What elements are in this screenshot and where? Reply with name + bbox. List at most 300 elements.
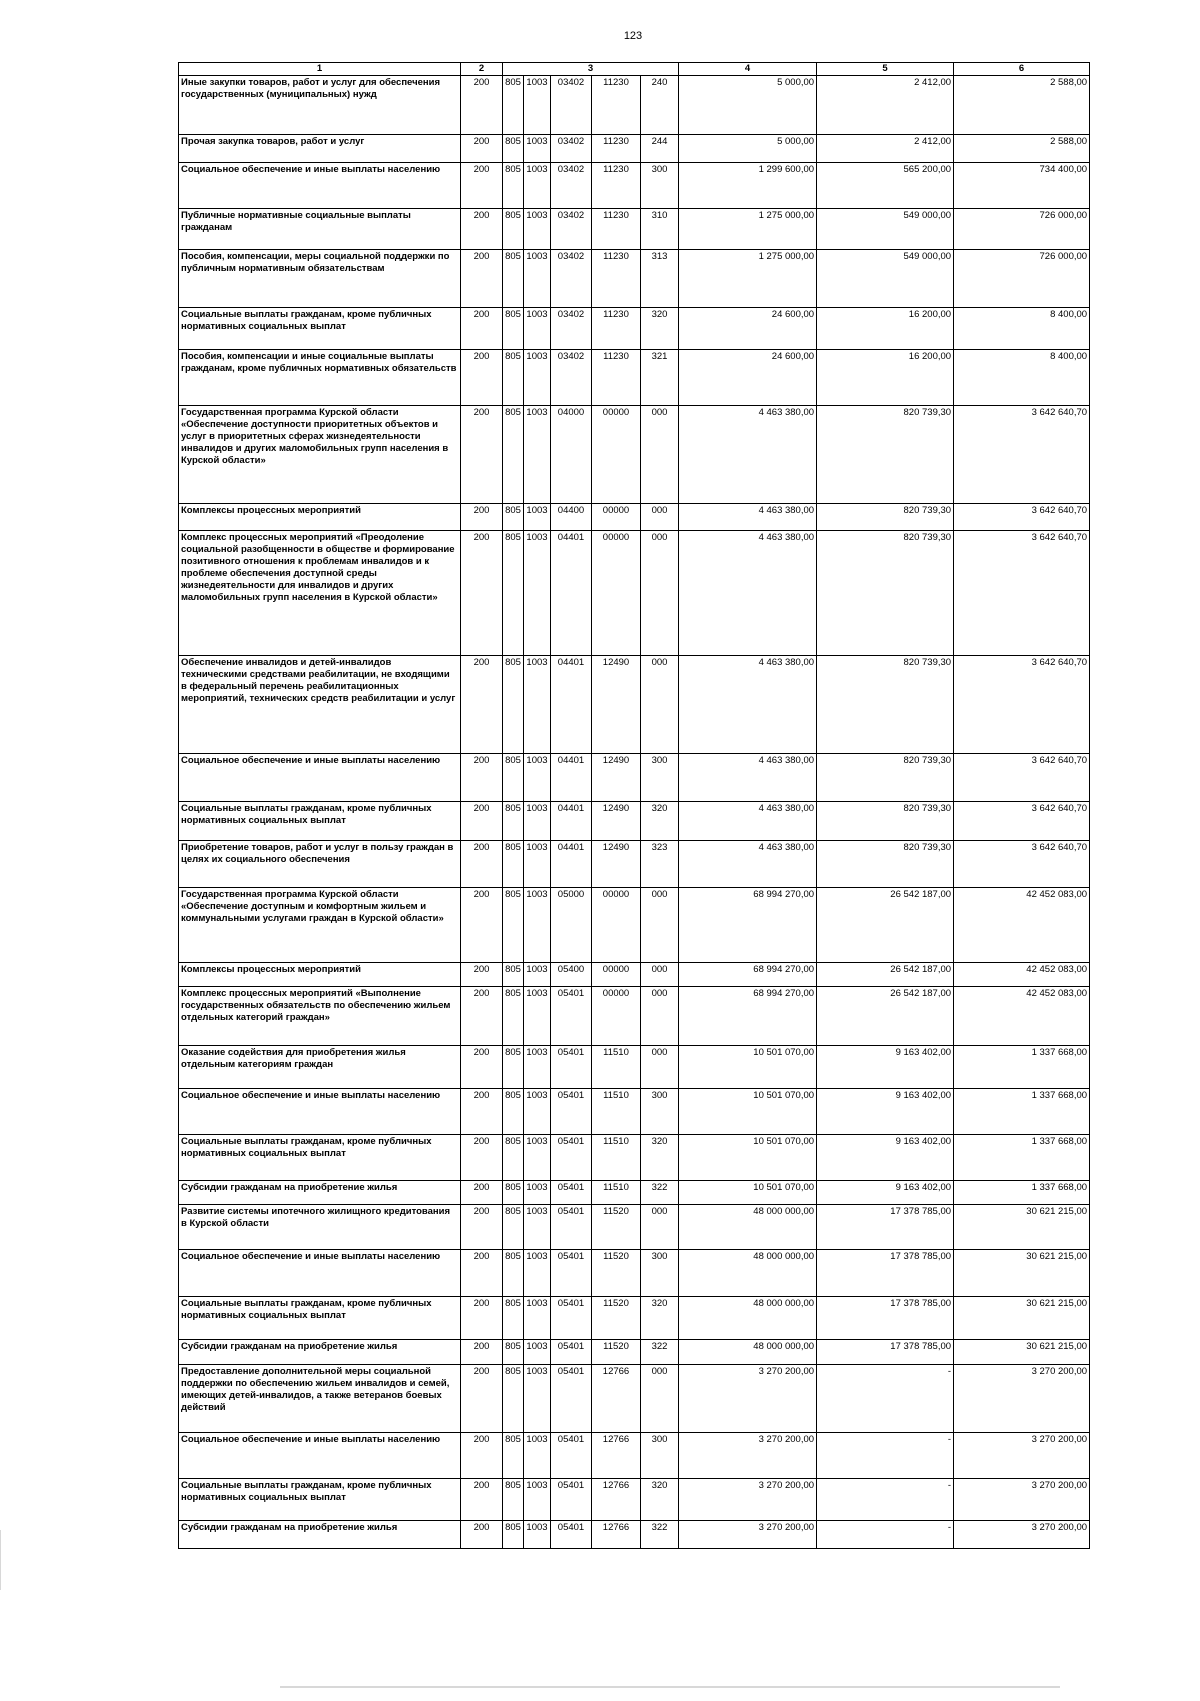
row-glv: 200 xyxy=(461,1479,503,1521)
row-glv: 200 xyxy=(461,163,503,209)
row-name: Публичные нормативные социальные выплаты гражданам xyxy=(179,209,461,250)
row-name: Комплексы процессных мероприятий xyxy=(179,504,461,531)
row-value-4: 68 994 270,00 xyxy=(679,963,817,987)
row-code-c: 05401 xyxy=(551,1205,592,1250)
row-code-d: 12490 xyxy=(592,754,641,802)
row-code-a: 805 xyxy=(503,802,524,841)
row-value-4: 68 994 270,00 xyxy=(679,987,817,1046)
row-code-a: 805 xyxy=(503,406,524,504)
row-name: Приобретение товаров, работ и услуг в пользу граждан в целях их социального обеспечения xyxy=(179,841,461,888)
row-code-d: 12490 xyxy=(592,656,641,754)
row-code-d: 11510 xyxy=(592,1181,641,1205)
row-name: Социальные выплаты гражданам, кроме публичных нормативных социальных выплат xyxy=(179,802,461,841)
row-code-a: 805 xyxy=(503,209,524,250)
row-value-4: 4 463 380,00 xyxy=(679,656,817,754)
row-name: Государственная программа Курской области «Обеспечение доступным и комфортным жильем и коммунальными услугами граждан в Курской области» xyxy=(179,888,461,963)
row-code-b: 1003 xyxy=(524,1046,551,1089)
row-code-e: 300 xyxy=(641,1433,679,1479)
page-number: 123 xyxy=(623,30,643,42)
row-code-b: 1003 xyxy=(524,163,551,209)
row-glv: 200 xyxy=(461,406,503,504)
row-value-4: 68 994 270,00 xyxy=(679,888,817,963)
row-code-b: 1003 xyxy=(524,1479,551,1521)
row-code-a: 805 xyxy=(503,1479,524,1521)
row-name: Субсидии гражданам на приобретение жилья xyxy=(179,1340,461,1365)
row-glv: 200 xyxy=(461,963,503,987)
row-code-d: 12766 xyxy=(592,1479,641,1521)
row-name: Предоставление дополнительной меры социальной поддержки по обеспечению жильем инвалидов и семей, имеющих детей-инвалидов, а также ветеранов боевых действий xyxy=(179,1365,461,1433)
row-code-b: 1003 xyxy=(524,76,551,135)
row-name: Комплекс процессных мероприятий «Выполнение государственных обязательств по обеспечению жильем отдельных категорий граждан» xyxy=(179,987,461,1046)
row-code-b: 1003 xyxy=(524,1089,551,1135)
row-code-b: 1003 xyxy=(524,754,551,802)
row-glv: 200 xyxy=(461,504,503,531)
row-code-d: 12766 xyxy=(592,1521,641,1549)
row-value-5: 820 739,30 xyxy=(817,406,954,504)
row-code-d: 12490 xyxy=(592,841,641,888)
row-code-b: 1003 xyxy=(524,209,551,250)
table-header-row xyxy=(179,63,1090,76)
row-code-a: 805 xyxy=(503,1297,524,1340)
row-code-b: 1003 xyxy=(524,1135,551,1181)
row-name: Социальное обеспечение и иные выплаты населению xyxy=(179,754,461,802)
row-value-6: 3 642 640,70 xyxy=(954,841,1090,888)
row-code-c: 04401 xyxy=(551,754,592,802)
row-code-d: 00000 xyxy=(592,504,641,531)
table-row xyxy=(179,841,1090,888)
row-code-b: 1003 xyxy=(524,1181,551,1205)
row-code-e: 000 xyxy=(641,504,679,531)
row-code-a: 805 xyxy=(503,308,524,350)
row-value-6: 1 337 668,00 xyxy=(954,1135,1090,1181)
row-value-5: - xyxy=(817,1433,954,1479)
row-value-6: 3 270 200,00 xyxy=(954,1521,1090,1549)
row-code-c: 04401 xyxy=(551,841,592,888)
row-name: Социальные выплаты гражданам, кроме публичных нормативных социальных выплат xyxy=(179,308,461,350)
row-glv: 200 xyxy=(461,656,503,754)
table-row xyxy=(179,1089,1090,1135)
row-code-d: 00000 xyxy=(592,406,641,504)
row-value-6: 8 400,00 xyxy=(954,350,1090,406)
row-value-5: 820 739,30 xyxy=(817,531,954,656)
table-row xyxy=(179,1479,1090,1521)
row-value-4: 3 270 200,00 xyxy=(679,1433,817,1479)
row-code-a: 805 xyxy=(503,350,524,406)
table-row xyxy=(179,1135,1090,1181)
row-code-a: 805 xyxy=(503,1521,524,1549)
row-name: Социальные выплаты гражданам, кроме публичных нормативных социальных выплат xyxy=(179,1297,461,1340)
row-value-5: - xyxy=(817,1521,954,1549)
row-name: Социальное обеспечение и иные выплаты населению xyxy=(179,1250,461,1297)
table-row xyxy=(179,250,1090,308)
row-value-6: 30 621 215,00 xyxy=(954,1205,1090,1250)
row-value-4: 3 270 200,00 xyxy=(679,1521,817,1549)
row-value-5: 9 163 402,00 xyxy=(817,1181,954,1205)
table-row xyxy=(179,1046,1090,1089)
row-value-5: 16 200,00 xyxy=(817,350,954,406)
row-value-5: 9 163 402,00 xyxy=(817,1089,954,1135)
table-row xyxy=(179,1250,1090,1297)
row-value-5: 17 378 785,00 xyxy=(817,1297,954,1340)
row-value-6: 8 400,00 xyxy=(954,308,1090,350)
row-code-e: 320 xyxy=(641,308,679,350)
row-code-d: 11230 xyxy=(592,350,641,406)
row-code-d: 00000 xyxy=(592,888,641,963)
row-glv: 200 xyxy=(461,1181,503,1205)
row-code-e: 321 xyxy=(641,350,679,406)
row-value-6: 3 642 640,70 xyxy=(954,656,1090,754)
row-value-4: 10 501 070,00 xyxy=(679,1046,817,1089)
row-code-e: 000 xyxy=(641,531,679,656)
row-glv: 200 xyxy=(461,1205,503,1250)
row-code-a: 805 xyxy=(503,504,524,531)
row-value-5: 2 412,00 xyxy=(817,135,954,163)
table-row xyxy=(179,76,1090,135)
row-name: Прочая закупка товаров, работ и услуг xyxy=(179,135,461,163)
row-code-b: 1003 xyxy=(524,1521,551,1549)
row-glv: 200 xyxy=(461,841,503,888)
row-value-5: 9 163 402,00 xyxy=(817,1046,954,1089)
row-glv: 200 xyxy=(461,987,503,1046)
row-code-a: 805 xyxy=(503,1205,524,1250)
row-value-4: 10 501 070,00 xyxy=(679,1089,817,1135)
row-value-4: 48 000 000,00 xyxy=(679,1205,817,1250)
row-value-4: 5 000,00 xyxy=(679,135,817,163)
row-code-b: 1003 xyxy=(524,406,551,504)
row-name: Комплекс процессных мероприятий «Преодоление социальной разобщенности в обществе и формирование позитивного отношения к проблемам инвалидов и к проблеме обеспечения доступной среды жизнедеятельности для инвалидов и других маломобильных групп населения в Курской области» xyxy=(179,531,461,656)
row-name: Субсидии гражданам на приобретение жилья xyxy=(179,1521,461,1549)
row-code-e: 320 xyxy=(641,1297,679,1340)
row-value-6: 1 337 668,00 xyxy=(954,1046,1090,1089)
row-code-d: 00000 xyxy=(592,963,641,987)
row-code-b: 1003 xyxy=(524,531,551,656)
row-code-c: 05401 xyxy=(551,1046,592,1089)
row-value-5: 26 542 187,00 xyxy=(817,987,954,1046)
row-code-c: 04000 xyxy=(551,406,592,504)
row-code-e: 323 xyxy=(641,841,679,888)
row-value-5: 26 542 187,00 xyxy=(817,888,954,963)
row-value-5: 17 378 785,00 xyxy=(817,1250,954,1297)
row-code-d: 11510 xyxy=(592,1089,641,1135)
row-code-a: 805 xyxy=(503,163,524,209)
row-code-d: 00000 xyxy=(592,987,641,1046)
table-row xyxy=(179,1205,1090,1250)
header-col-3: 3 xyxy=(503,63,679,76)
row-code-e: 000 xyxy=(641,1205,679,1250)
table-row xyxy=(179,1365,1090,1433)
row-glv: 200 xyxy=(461,209,503,250)
row-value-6: 3 642 640,70 xyxy=(954,504,1090,531)
row-glv: 200 xyxy=(461,1297,503,1340)
row-code-d: 11230 xyxy=(592,209,641,250)
row-code-e: 313 xyxy=(641,250,679,308)
row-value-5: 26 542 187,00 xyxy=(817,963,954,987)
table-row xyxy=(179,888,1090,963)
row-glv: 200 xyxy=(461,1250,503,1297)
scan-artifact xyxy=(0,1530,1,1590)
row-value-5: 565 200,00 xyxy=(817,163,954,209)
row-name: Социальное обеспечение и иные выплаты населению xyxy=(179,1089,461,1135)
row-value-4: 3 270 200,00 xyxy=(679,1365,817,1433)
row-value-6: 2 588,00 xyxy=(954,76,1090,135)
row-code-d: 11520 xyxy=(592,1205,641,1250)
row-code-b: 1003 xyxy=(524,888,551,963)
row-name: Развитие системы ипотечного жилищного кредитования в Курской области xyxy=(179,1205,461,1250)
row-code-e: 322 xyxy=(641,1340,679,1365)
row-code-c: 05401 xyxy=(551,1479,592,1521)
row-value-4: 1 275 000,00 xyxy=(679,250,817,308)
row-code-e: 000 xyxy=(641,987,679,1046)
row-value-4: 4 463 380,00 xyxy=(679,754,817,802)
row-code-d: 11520 xyxy=(592,1297,641,1340)
row-code-c: 05401 xyxy=(551,987,592,1046)
row-glv: 200 xyxy=(461,531,503,656)
row-name: Обеспечение инвалидов и детей-инвалидов техническими средствами реабилитации, не входящими в федеральный перечень реабилитационных мероприятий, технических средств реабилитации и услуг xyxy=(179,656,461,754)
row-code-a: 805 xyxy=(503,1181,524,1205)
row-code-a: 805 xyxy=(503,841,524,888)
row-name: Комплексы процессных мероприятий xyxy=(179,963,461,987)
row-code-e: 000 xyxy=(641,888,679,963)
row-code-e: 300 xyxy=(641,754,679,802)
row-glv: 200 xyxy=(461,1089,503,1135)
row-glv: 200 xyxy=(461,135,503,163)
row-code-e: 300 xyxy=(641,1250,679,1297)
row-value-4: 48 000 000,00 xyxy=(679,1340,817,1365)
table-row xyxy=(179,209,1090,250)
row-code-a: 805 xyxy=(503,250,524,308)
budget-table xyxy=(178,62,1090,1549)
row-code-d: 11230 xyxy=(592,76,641,135)
row-value-4: 4 463 380,00 xyxy=(679,531,817,656)
row-value-4: 48 000 000,00 xyxy=(679,1250,817,1297)
row-code-e: 000 xyxy=(641,1365,679,1433)
row-glv: 200 xyxy=(461,1433,503,1479)
row-code-a: 805 xyxy=(503,656,524,754)
table-row xyxy=(179,1340,1090,1365)
row-value-5: 17 378 785,00 xyxy=(817,1340,954,1365)
header-col-4: 4 xyxy=(679,63,817,76)
row-code-c: 03402 xyxy=(551,76,592,135)
row-value-6: 30 621 215,00 xyxy=(954,1297,1090,1340)
table-row xyxy=(179,802,1090,841)
row-value-5: 549 000,00 xyxy=(817,250,954,308)
row-value-6: 42 452 083,00 xyxy=(954,987,1090,1046)
row-code-b: 1003 xyxy=(524,1340,551,1365)
row-value-4: 1 275 000,00 xyxy=(679,209,817,250)
row-code-a: 805 xyxy=(503,754,524,802)
row-code-b: 1003 xyxy=(524,987,551,1046)
table-row xyxy=(179,135,1090,163)
row-code-c: 05401 xyxy=(551,1297,592,1340)
row-code-c: 05401 xyxy=(551,1433,592,1479)
row-code-c: 05401 xyxy=(551,1365,592,1433)
row-value-5: 2 412,00 xyxy=(817,76,954,135)
row-code-c: 05401 xyxy=(551,1250,592,1297)
row-glv: 200 xyxy=(461,250,503,308)
row-code-e: 322 xyxy=(641,1521,679,1549)
row-value-4: 1 299 600,00 xyxy=(679,163,817,209)
table-row xyxy=(179,350,1090,406)
row-value-4: 24 600,00 xyxy=(679,350,817,406)
row-name: Оказание содействия для приобретения жилья отдельным категориям граждан xyxy=(179,1046,461,1089)
row-code-d: 11510 xyxy=(592,1046,641,1089)
table-row xyxy=(179,308,1090,350)
row-code-a: 805 xyxy=(503,1433,524,1479)
row-code-c: 05401 xyxy=(551,1181,592,1205)
row-code-b: 1003 xyxy=(524,504,551,531)
row-glv: 200 xyxy=(461,1365,503,1433)
row-code-b: 1003 xyxy=(524,350,551,406)
row-code-b: 1003 xyxy=(524,250,551,308)
row-code-e: 000 xyxy=(641,406,679,504)
row-code-e: 322 xyxy=(641,1181,679,1205)
row-value-5: 9 163 402,00 xyxy=(817,1135,954,1181)
row-code-c: 03402 xyxy=(551,350,592,406)
row-value-5: 820 739,30 xyxy=(817,656,954,754)
row-value-6: 42 452 083,00 xyxy=(954,888,1090,963)
row-code-c: 03402 xyxy=(551,250,592,308)
row-code-a: 805 xyxy=(503,888,524,963)
table-row xyxy=(179,1521,1090,1549)
row-value-5: 17 378 785,00 xyxy=(817,1205,954,1250)
row-value-5: 820 739,30 xyxy=(817,841,954,888)
row-code-c: 03402 xyxy=(551,163,592,209)
row-code-b: 1003 xyxy=(524,135,551,163)
row-code-c: 04401 xyxy=(551,656,592,754)
row-name: Субсидии гражданам на приобретение жилья xyxy=(179,1181,461,1205)
row-value-6: 2 588,00 xyxy=(954,135,1090,163)
row-code-b: 1003 xyxy=(524,1250,551,1297)
row-value-5: 549 000,00 xyxy=(817,209,954,250)
row-glv: 200 xyxy=(461,754,503,802)
table-body xyxy=(179,76,1090,1549)
row-code-a: 805 xyxy=(503,76,524,135)
row-code-e: 240 xyxy=(641,76,679,135)
header-col-1: 1 xyxy=(179,63,461,76)
row-name: Социальные выплаты гражданам, кроме публичных нормативных социальных выплат xyxy=(179,1135,461,1181)
row-name: Государственная программа Курской области «Обеспечение доступности приоритетных объектов и услуг в приоритетных сферах жизнедеятельности инвалидов и других маломобильных групп населения в Курской области» xyxy=(179,406,461,504)
row-code-a: 805 xyxy=(503,963,524,987)
row-value-5: - xyxy=(817,1479,954,1521)
row-value-4: 24 600,00 xyxy=(679,308,817,350)
row-code-d: 12766 xyxy=(592,1433,641,1479)
row-value-6: 1 337 668,00 xyxy=(954,1181,1090,1205)
table-row xyxy=(179,656,1090,754)
row-value-5: 820 739,30 xyxy=(817,802,954,841)
row-code-d: 11230 xyxy=(592,163,641,209)
row-code-d: 11230 xyxy=(592,135,641,163)
row-value-6: 42 452 083,00 xyxy=(954,963,1090,987)
row-code-d: 11520 xyxy=(592,1340,641,1365)
table-row xyxy=(179,1297,1090,1340)
row-code-b: 1003 xyxy=(524,1433,551,1479)
table-row xyxy=(179,1433,1090,1479)
row-code-b: 1003 xyxy=(524,1365,551,1433)
row-glv: 200 xyxy=(461,308,503,350)
row-value-6: 3 642 640,70 xyxy=(954,802,1090,841)
row-value-6: 3 642 640,70 xyxy=(954,754,1090,802)
row-code-b: 1003 xyxy=(524,1205,551,1250)
row-code-d: 11230 xyxy=(592,250,641,308)
row-glv: 200 xyxy=(461,1521,503,1549)
row-code-b: 1003 xyxy=(524,308,551,350)
row-code-a: 805 xyxy=(503,1046,524,1089)
row-name: Социальное обеспечение и иные выплаты населению xyxy=(179,1433,461,1479)
row-glv: 200 xyxy=(461,1135,503,1181)
row-glv: 200 xyxy=(461,888,503,963)
row-value-4: 48 000 000,00 xyxy=(679,1297,817,1340)
row-code-d: 00000 xyxy=(592,531,641,656)
table-row xyxy=(179,163,1090,209)
table-row xyxy=(179,963,1090,987)
row-value-6: 726 000,00 xyxy=(954,250,1090,308)
row-code-c: 05000 xyxy=(551,888,592,963)
row-code-d: 11510 xyxy=(592,1135,641,1181)
row-code-c: 04401 xyxy=(551,531,592,656)
row-code-c: 05401 xyxy=(551,1521,592,1549)
row-value-4: 4 463 380,00 xyxy=(679,504,817,531)
row-code-e: 000 xyxy=(641,1046,679,1089)
row-value-4: 5 000,00 xyxy=(679,76,817,135)
row-code-c: 05401 xyxy=(551,1135,592,1181)
row-value-6: 3 642 640,70 xyxy=(954,531,1090,656)
row-code-e: 000 xyxy=(641,656,679,754)
table-row xyxy=(179,754,1090,802)
row-value-4: 4 463 380,00 xyxy=(679,802,817,841)
row-code-a: 805 xyxy=(503,531,524,656)
row-glv: 200 xyxy=(461,1046,503,1089)
budget-table-container xyxy=(178,62,1089,1549)
row-glv: 200 xyxy=(461,1340,503,1365)
row-code-c: 05401 xyxy=(551,1089,592,1135)
row-value-5: - xyxy=(817,1365,954,1433)
row-code-e: 244 xyxy=(641,135,679,163)
row-value-6: 3 270 200,00 xyxy=(954,1365,1090,1433)
row-value-6: 734 400,00 xyxy=(954,163,1090,209)
row-code-c: 03402 xyxy=(551,209,592,250)
row-code-e: 300 xyxy=(641,163,679,209)
row-code-a: 805 xyxy=(503,1365,524,1433)
row-code-b: 1003 xyxy=(524,656,551,754)
row-value-5: 820 739,30 xyxy=(817,754,954,802)
row-code-c: 03402 xyxy=(551,135,592,163)
row-value-6: 30 621 215,00 xyxy=(954,1250,1090,1297)
table-row xyxy=(179,504,1090,531)
row-value-4: 10 501 070,00 xyxy=(679,1181,817,1205)
row-glv: 200 xyxy=(461,76,503,135)
row-code-a: 805 xyxy=(503,1250,524,1297)
row-code-c: 05401 xyxy=(551,1340,592,1365)
row-code-e: 320 xyxy=(641,802,679,841)
row-value-4: 3 270 200,00 xyxy=(679,1479,817,1521)
row-value-6: 1 337 668,00 xyxy=(954,1089,1090,1135)
table-row xyxy=(179,1181,1090,1205)
row-code-d: 12766 xyxy=(592,1365,641,1433)
table-row xyxy=(179,406,1090,504)
scan-artifact xyxy=(280,1686,1060,1688)
row-name: Пособия, компенсации, меры социальной поддержки по публичным нормативным обязательствам xyxy=(179,250,461,308)
row-code-d: 11520 xyxy=(592,1250,641,1297)
row-code-c: 04400 xyxy=(551,504,592,531)
table-row xyxy=(179,987,1090,1046)
row-code-a: 805 xyxy=(503,135,524,163)
table-row xyxy=(179,531,1090,656)
row-value-4: 10 501 070,00 xyxy=(679,1135,817,1181)
row-value-6: 3 270 200,00 xyxy=(954,1433,1090,1479)
row-code-c: 04401 xyxy=(551,802,592,841)
row-code-e: 300 xyxy=(641,1089,679,1135)
row-code-b: 1003 xyxy=(524,963,551,987)
